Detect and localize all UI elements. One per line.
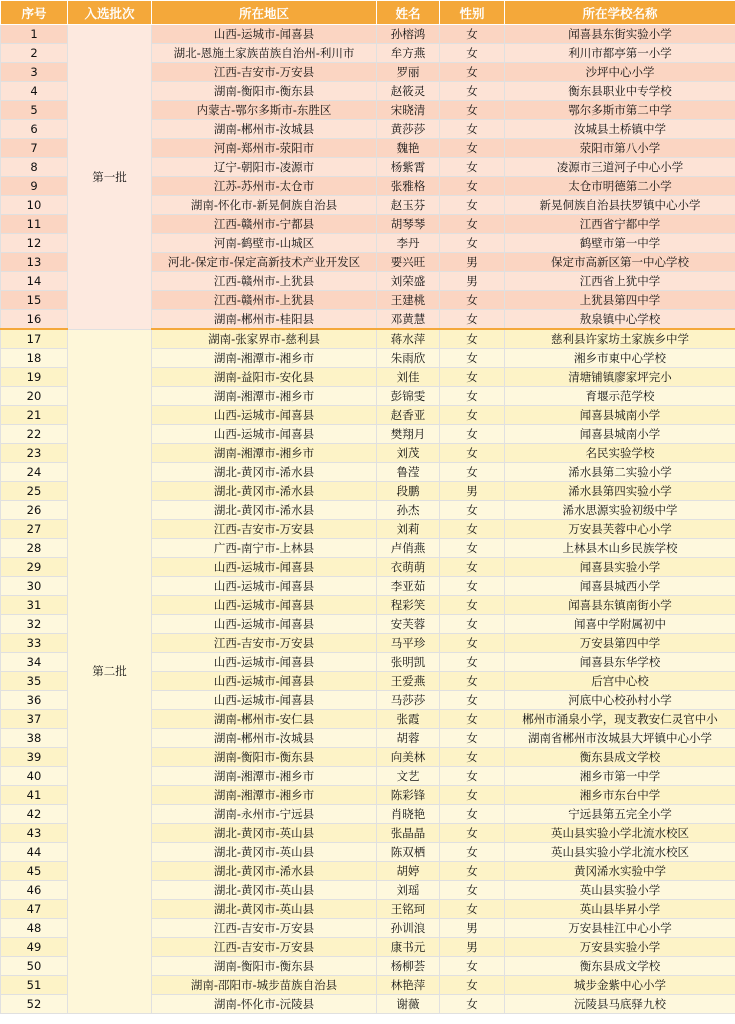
cell-index: 1 — [1, 25, 68, 44]
cell-school: 衡东县职业中专学校 — [505, 82, 735, 101]
cell-region: 山西-运城市-闻喜县 — [152, 25, 377, 44]
cell-name: 安芙蓉 — [377, 615, 440, 634]
cell-school: 湘乡市東中心学校 — [505, 349, 735, 368]
cell-school: 育堰示范学校 — [505, 387, 735, 406]
header-row — [1, 1, 735, 25]
cell-school: 湘乡市东台中学 — [505, 786, 735, 805]
cell-region: 山西-运城市-闻喜县 — [152, 596, 377, 615]
cell-gender: 女 — [440, 729, 505, 748]
cell-name: 彭锦雯 — [377, 387, 440, 406]
cell-index: 51 — [1, 976, 68, 995]
cell-name: 宋晓清 — [377, 101, 440, 120]
cell-name: 肖晓艳 — [377, 805, 440, 824]
cell-index: 25 — [1, 482, 68, 501]
cell-region: 江西-吉安市-万安县 — [152, 634, 377, 653]
cell-gender: 女 — [440, 767, 505, 786]
cell-index: 4 — [1, 82, 68, 101]
cell-index: 46 — [1, 881, 68, 900]
cell-school: 湘乡市第一中学 — [505, 767, 735, 786]
cell-name: 赵香亚 — [377, 406, 440, 425]
cell-index: 16 — [1, 310, 68, 330]
cell-region: 山西-运城市-闻喜县 — [152, 672, 377, 691]
cell-name: 李亚茹 — [377, 577, 440, 596]
cell-gender: 女 — [440, 158, 505, 177]
cell-region: 湖南-邵阳市-城步苗族自治县 — [152, 976, 377, 995]
cell-school: 鹤壁市第一中学 — [505, 234, 735, 253]
cell-school: 闻喜县实验小学 — [505, 558, 735, 577]
cell-school: 英山县实验小学北流水校区 — [505, 824, 735, 843]
cell-region: 湖南-怀化市-沅陵县 — [152, 995, 377, 1014]
cell-gender: 男 — [440, 919, 505, 938]
cell-index: 5 — [1, 101, 68, 120]
cell-batch: 第一批 — [68, 25, 152, 330]
cell-school: 英山县实验小学 — [505, 881, 735, 900]
cell-name: 陈彩锋 — [377, 786, 440, 805]
cell-name: 胡蓉 — [377, 729, 440, 748]
cell-region: 江西-吉安市-万安县 — [152, 919, 377, 938]
cell-index: 40 — [1, 767, 68, 786]
cell-name: 刘佳 — [377, 368, 440, 387]
header-index: 序号 — [1, 1, 68, 25]
cell-index: 47 — [1, 900, 68, 919]
cell-school: 闻喜县城南小学 — [505, 425, 735, 444]
cell-region: 湖南-衡阳市-衡东县 — [152, 957, 377, 976]
header-region: 所在地区 — [152, 1, 377, 25]
cell-region: 江西-吉安市-万安县 — [152, 938, 377, 957]
cell-index: 37 — [1, 710, 68, 729]
cell-index: 50 — [1, 957, 68, 976]
cell-region: 湖南-郴州市-桂阳县 — [152, 310, 377, 330]
cell-region: 湖南-衡阳市-衡东县 — [152, 748, 377, 767]
cell-name: 衣萌萌 — [377, 558, 440, 577]
cell-school: 凌源市三道河子中心小学 — [505, 158, 735, 177]
cell-name: 孙榕鸿 — [377, 25, 440, 44]
cell-gender: 女 — [440, 329, 505, 349]
cell-school: 浠水思源实验初级中学 — [505, 501, 735, 520]
cell-name: 赵筱灵 — [377, 82, 440, 101]
header-school: 所在学校名称 — [505, 1, 735, 25]
cell-region: 广西-南宁市-上林县 — [152, 539, 377, 558]
cell-gender: 女 — [440, 101, 505, 120]
cell-name: 林艳萍 — [377, 976, 440, 995]
cell-index: 31 — [1, 596, 68, 615]
header-name: 姓名 — [377, 1, 440, 25]
cell-gender: 女 — [440, 196, 505, 215]
cell-school: 利川市都亭第一小学 — [505, 44, 735, 63]
header-gender: 性别 — [440, 1, 505, 25]
cell-gender: 女 — [440, 44, 505, 63]
cell-school: 浠水县第二实验小学 — [505, 463, 735, 482]
cell-index: 23 — [1, 444, 68, 463]
cell-school: 名民实验学校 — [505, 444, 735, 463]
cell-region: 湖南-衡阳市-衡东县 — [152, 82, 377, 101]
cell-index: 2 — [1, 44, 68, 63]
cell-school: 万安县芙蓉中心小学 — [505, 520, 735, 539]
cell-name: 张晶晶 — [377, 824, 440, 843]
cell-name: 魏艳 — [377, 139, 440, 158]
cell-name: 邓黄慧 — [377, 310, 440, 330]
cell-gender: 女 — [440, 862, 505, 881]
cell-gender: 女 — [440, 463, 505, 482]
cell-school: 河底中心校孙村小学 — [505, 691, 735, 710]
cell-school: 汝城县土桥镇中学 — [505, 120, 735, 139]
cell-index: 26 — [1, 501, 68, 520]
cell-index: 42 — [1, 805, 68, 824]
cell-school: 慈利县许家坊土家族乡中学 — [505, 329, 735, 349]
cell-gender: 女 — [440, 349, 505, 368]
cell-batch: 第二批 — [68, 329, 152, 1014]
cell-region: 江西-吉安市-万安县 — [152, 63, 377, 82]
cell-gender: 女 — [440, 786, 505, 805]
cell-name: 向美林 — [377, 748, 440, 767]
cell-index: 6 — [1, 120, 68, 139]
cell-gender: 女 — [440, 539, 505, 558]
cell-region: 湖北-黄冈市-浠水县 — [152, 463, 377, 482]
cell-gender: 女 — [440, 957, 505, 976]
cell-school: 衡东县成文学校 — [505, 748, 735, 767]
cell-name: 王建桃 — [377, 291, 440, 310]
cell-index: 38 — [1, 729, 68, 748]
cell-gender: 女 — [440, 368, 505, 387]
cell-gender: 女 — [440, 406, 505, 425]
cell-gender: 女 — [440, 805, 505, 824]
cell-index: 44 — [1, 843, 68, 862]
cell-school: 闻喜县城南小学 — [505, 406, 735, 425]
cell-name: 樊翔月 — [377, 425, 440, 444]
cell-name: 文艺 — [377, 767, 440, 786]
cell-name: 牟方燕 — [377, 44, 440, 63]
cell-region: 湖南-郴州市-安仁县 — [152, 710, 377, 729]
cell-gender: 女 — [440, 691, 505, 710]
cell-school: 宁远县第五完全小学 — [505, 805, 735, 824]
cell-gender: 女 — [440, 25, 505, 44]
cell-region: 山西-运城市-闻喜县 — [152, 558, 377, 577]
cell-index: 39 — [1, 748, 68, 767]
cell-region: 河北-保定市-保定高新技术产业开发区 — [152, 253, 377, 272]
cell-name: 刘莉 — [377, 520, 440, 539]
cell-name: 鲁滢 — [377, 463, 440, 482]
cell-region: 湖南-怀化市-新晃侗族自治县 — [152, 196, 377, 215]
cell-index: 43 — [1, 824, 68, 843]
cell-region: 湖南-郴州市-汝城县 — [152, 729, 377, 748]
cell-name: 黄莎莎 — [377, 120, 440, 139]
cell-index: 48 — [1, 919, 68, 938]
cell-name: 刘瑶 — [377, 881, 440, 900]
cell-gender: 女 — [440, 577, 505, 596]
cell-school: 浠水县第四实验小学 — [505, 482, 735, 501]
cell-school: 黄冈浠水实验中学 — [505, 862, 735, 881]
cell-index: 52 — [1, 995, 68, 1014]
cell-region: 河南-郑州市-荥阳市 — [152, 139, 377, 158]
cell-name: 李丹 — [377, 234, 440, 253]
cell-name: 刘茂 — [377, 444, 440, 463]
cell-name: 孙训浪 — [377, 919, 440, 938]
cell-gender: 女 — [440, 615, 505, 634]
cell-gender: 男 — [440, 253, 505, 272]
header-batch: 入选批次 — [68, 1, 152, 25]
cell-region: 湖北-黄冈市-英山县 — [152, 900, 377, 919]
cell-region: 湖北-黄冈市-浠水县 — [152, 862, 377, 881]
cell-school: 沙坪中心小学 — [505, 63, 735, 82]
table-row — [1, 25, 735, 44]
cell-name: 卢俏燕 — [377, 539, 440, 558]
cell-index: 49 — [1, 938, 68, 957]
cell-school: 江西省上犹中学 — [505, 272, 735, 291]
cell-gender: 女 — [440, 139, 505, 158]
cell-region: 湖南-湘潭市-湘乡市 — [152, 786, 377, 805]
cell-region: 湖北-黄冈市-英山县 — [152, 824, 377, 843]
cell-region: 湖北-黄冈市-浠水县 — [152, 501, 377, 520]
cell-name: 康书元 — [377, 938, 440, 957]
cell-school: 敖泉镇中心学校 — [505, 310, 735, 330]
cell-name: 张霞 — [377, 710, 440, 729]
cell-school: 郴州市涌泉小学，现支教安仁灵官中小 — [505, 710, 735, 729]
cell-school: 上林县木山乡民族学校 — [505, 539, 735, 558]
cell-school: 鄂尔多斯市第二中学 — [505, 101, 735, 120]
cell-gender: 女 — [440, 748, 505, 767]
cell-gender: 女 — [440, 596, 505, 615]
cell-region: 辽宁-朝阳市-凌源市 — [152, 158, 377, 177]
cell-gender: 男 — [440, 272, 505, 291]
cell-region: 湖北-黄冈市-英山县 — [152, 843, 377, 862]
cell-name: 要兴旺 — [377, 253, 440, 272]
cell-school: 太仓市明德第二小学 — [505, 177, 735, 196]
cell-index: 20 — [1, 387, 68, 406]
cell-school: 江西省宁都中学 — [505, 215, 735, 234]
cell-index: 22 — [1, 425, 68, 444]
cell-region: 江西-赣州市-宁都县 — [152, 215, 377, 234]
cell-index: 35 — [1, 672, 68, 691]
cell-index: 24 — [1, 463, 68, 482]
cell-gender: 女 — [440, 824, 505, 843]
cell-region: 湖北-黄冈市-英山县 — [152, 881, 377, 900]
cell-index: 15 — [1, 291, 68, 310]
cell-index: 18 — [1, 349, 68, 368]
cell-school: 后宫中心校 — [505, 672, 735, 691]
cell-index: 34 — [1, 653, 68, 672]
cell-region: 湖南-湘潭市-湘乡市 — [152, 387, 377, 406]
cell-name: 朱雨欣 — [377, 349, 440, 368]
cell-index: 27 — [1, 520, 68, 539]
cell-region: 山西-运城市-闻喜县 — [152, 653, 377, 672]
cell-name: 孙杰 — [377, 501, 440, 520]
cell-index: 10 — [1, 196, 68, 215]
cell-region: 湖南-张家界市-慈利县 — [152, 329, 377, 349]
cell-index: 13 — [1, 253, 68, 272]
cell-name: 程彩笑 — [377, 596, 440, 615]
cell-gender: 女 — [440, 881, 505, 900]
cell-gender: 女 — [440, 215, 505, 234]
cell-school: 英山县毕昇小学 — [505, 900, 735, 919]
cell-region: 湖北-黄冈市-浠水县 — [152, 482, 377, 501]
cell-school: 上犹县第四中学 — [505, 291, 735, 310]
cell-region: 湖南-郴州市-汝城县 — [152, 120, 377, 139]
cell-gender: 女 — [440, 710, 505, 729]
cell-region: 江苏-苏州市-太仓市 — [152, 177, 377, 196]
cell-gender: 女 — [440, 291, 505, 310]
cell-gender: 女 — [440, 520, 505, 539]
cell-gender: 女 — [440, 444, 505, 463]
cell-school: 衡东县成文学校 — [505, 957, 735, 976]
cell-index: 33 — [1, 634, 68, 653]
cell-index: 19 — [1, 368, 68, 387]
cell-gender: 女 — [440, 653, 505, 672]
cell-gender: 女 — [440, 310, 505, 330]
cell-region: 湖南-湘潭市-湘乡市 — [152, 767, 377, 786]
cell-school: 城步金紫中心小学 — [505, 976, 735, 995]
cell-index: 30 — [1, 577, 68, 596]
cell-gender: 女 — [440, 82, 505, 101]
cell-name: 罗丽 — [377, 63, 440, 82]
cell-gender: 女 — [440, 501, 505, 520]
cell-name: 蒋水萍 — [377, 329, 440, 349]
cell-name: 胡婷 — [377, 862, 440, 881]
cell-index: 3 — [1, 63, 68, 82]
cell-index: 36 — [1, 691, 68, 710]
cell-region: 湖北-恩施土家族苗族自治州-利川市 — [152, 44, 377, 63]
cell-school: 沅陵县马底驿九校 — [505, 995, 735, 1014]
cell-name: 王爱燕 — [377, 672, 440, 691]
cell-index: 28 — [1, 539, 68, 558]
cell-gender: 女 — [440, 995, 505, 1014]
cell-region: 湖南-湘潭市-湘乡市 — [152, 444, 377, 463]
cell-index: 29 — [1, 558, 68, 577]
cell-school: 保定市高新区第一中心学校 — [505, 253, 735, 272]
cell-index: 45 — [1, 862, 68, 881]
cell-index: 7 — [1, 139, 68, 158]
cell-gender: 男 — [440, 938, 505, 957]
cell-name: 杨柳荟 — [377, 957, 440, 976]
cell-school: 万安县第四中学 — [505, 634, 735, 653]
cell-index: 14 — [1, 272, 68, 291]
cell-region: 山西-运城市-闻喜县 — [152, 615, 377, 634]
cell-school: 万安县桂江中心小学 — [505, 919, 735, 938]
cell-gender: 女 — [440, 234, 505, 253]
cell-school: 英山县实验小学北流水校区 — [505, 843, 735, 862]
cell-gender: 女 — [440, 843, 505, 862]
cell-region: 山西-运城市-闻喜县 — [152, 691, 377, 710]
cell-school: 荥阳市第八小学 — [505, 139, 735, 158]
cell-gender: 女 — [440, 425, 505, 444]
cell-name: 王铭珂 — [377, 900, 440, 919]
cell-name: 谢薇 — [377, 995, 440, 1014]
cell-region: 山西-运城市-闻喜县 — [152, 406, 377, 425]
cell-school: 新晃侗族自治县扶罗镇中心小学 — [505, 196, 735, 215]
cell-index: 9 — [1, 177, 68, 196]
cell-index: 11 — [1, 215, 68, 234]
cell-school: 闻喜县东街实验小学 — [505, 25, 735, 44]
cell-school: 万安县实验小学 — [505, 938, 735, 957]
cell-region: 内蒙古-鄂尔多斯市-东胜区 — [152, 101, 377, 120]
cell-gender: 女 — [440, 976, 505, 995]
cell-school: 湖南省郴州市汝城县大坪镇中心小学 — [505, 729, 735, 748]
cell-name: 张明凯 — [377, 653, 440, 672]
cell-school: 闻喜县东镇南街小学 — [505, 596, 735, 615]
cell-name: 赵玉芬 — [377, 196, 440, 215]
cell-name: 张雅格 — [377, 177, 440, 196]
cell-index: 21 — [1, 406, 68, 425]
cell-index: 32 — [1, 615, 68, 634]
cell-name: 陈双栖 — [377, 843, 440, 862]
cell-region: 江西-赣州市-上犹县 — [152, 272, 377, 291]
cell-region: 湖南-湘潭市-湘乡市 — [152, 349, 377, 368]
cell-name: 胡琴琴 — [377, 215, 440, 234]
cell-region: 江西-赣州市-上犹县 — [152, 291, 377, 310]
cell-school: 闻喜县东华学校 — [505, 653, 735, 672]
cell-gender: 女 — [440, 63, 505, 82]
cell-name: 马莎莎 — [377, 691, 440, 710]
cell-index: 12 — [1, 234, 68, 253]
table-body — [1, 25, 735, 1014]
cell-region: 江西-吉安市-万安县 — [152, 520, 377, 539]
cell-region: 湖南-益阳市-安化县 — [152, 368, 377, 387]
cell-region: 河南-鹤壁市-山城区 — [152, 234, 377, 253]
cell-name: 马平珍 — [377, 634, 440, 653]
cell-gender: 女 — [440, 558, 505, 577]
cell-gender: 女 — [440, 177, 505, 196]
cell-region: 山西-运城市-闻喜县 — [152, 425, 377, 444]
cell-region: 山西-运城市-闻喜县 — [152, 577, 377, 596]
cell-name: 杨紫霄 — [377, 158, 440, 177]
cell-school: 闻喜中学附属初中 — [505, 615, 735, 634]
cell-name: 段鹏 — [377, 482, 440, 501]
cell-index: 8 — [1, 158, 68, 177]
cell-gender: 女 — [440, 672, 505, 691]
cell-school: 闻喜县城西小学 — [505, 577, 735, 596]
cell-school: 清塘铺镇廖家坪完小 — [505, 368, 735, 387]
cell-gender: 女 — [440, 634, 505, 653]
cell-index: 41 — [1, 786, 68, 805]
cell-gender: 女 — [440, 387, 505, 406]
cell-gender: 女 — [440, 900, 505, 919]
cell-gender: 女 — [440, 120, 505, 139]
cell-name: 刘荣盛 — [377, 272, 440, 291]
cell-index: 17 — [1, 329, 68, 349]
table-row — [1, 329, 735, 349]
cell-region: 湖南-永州市-宁远县 — [152, 805, 377, 824]
cell-gender: 男 — [440, 482, 505, 501]
